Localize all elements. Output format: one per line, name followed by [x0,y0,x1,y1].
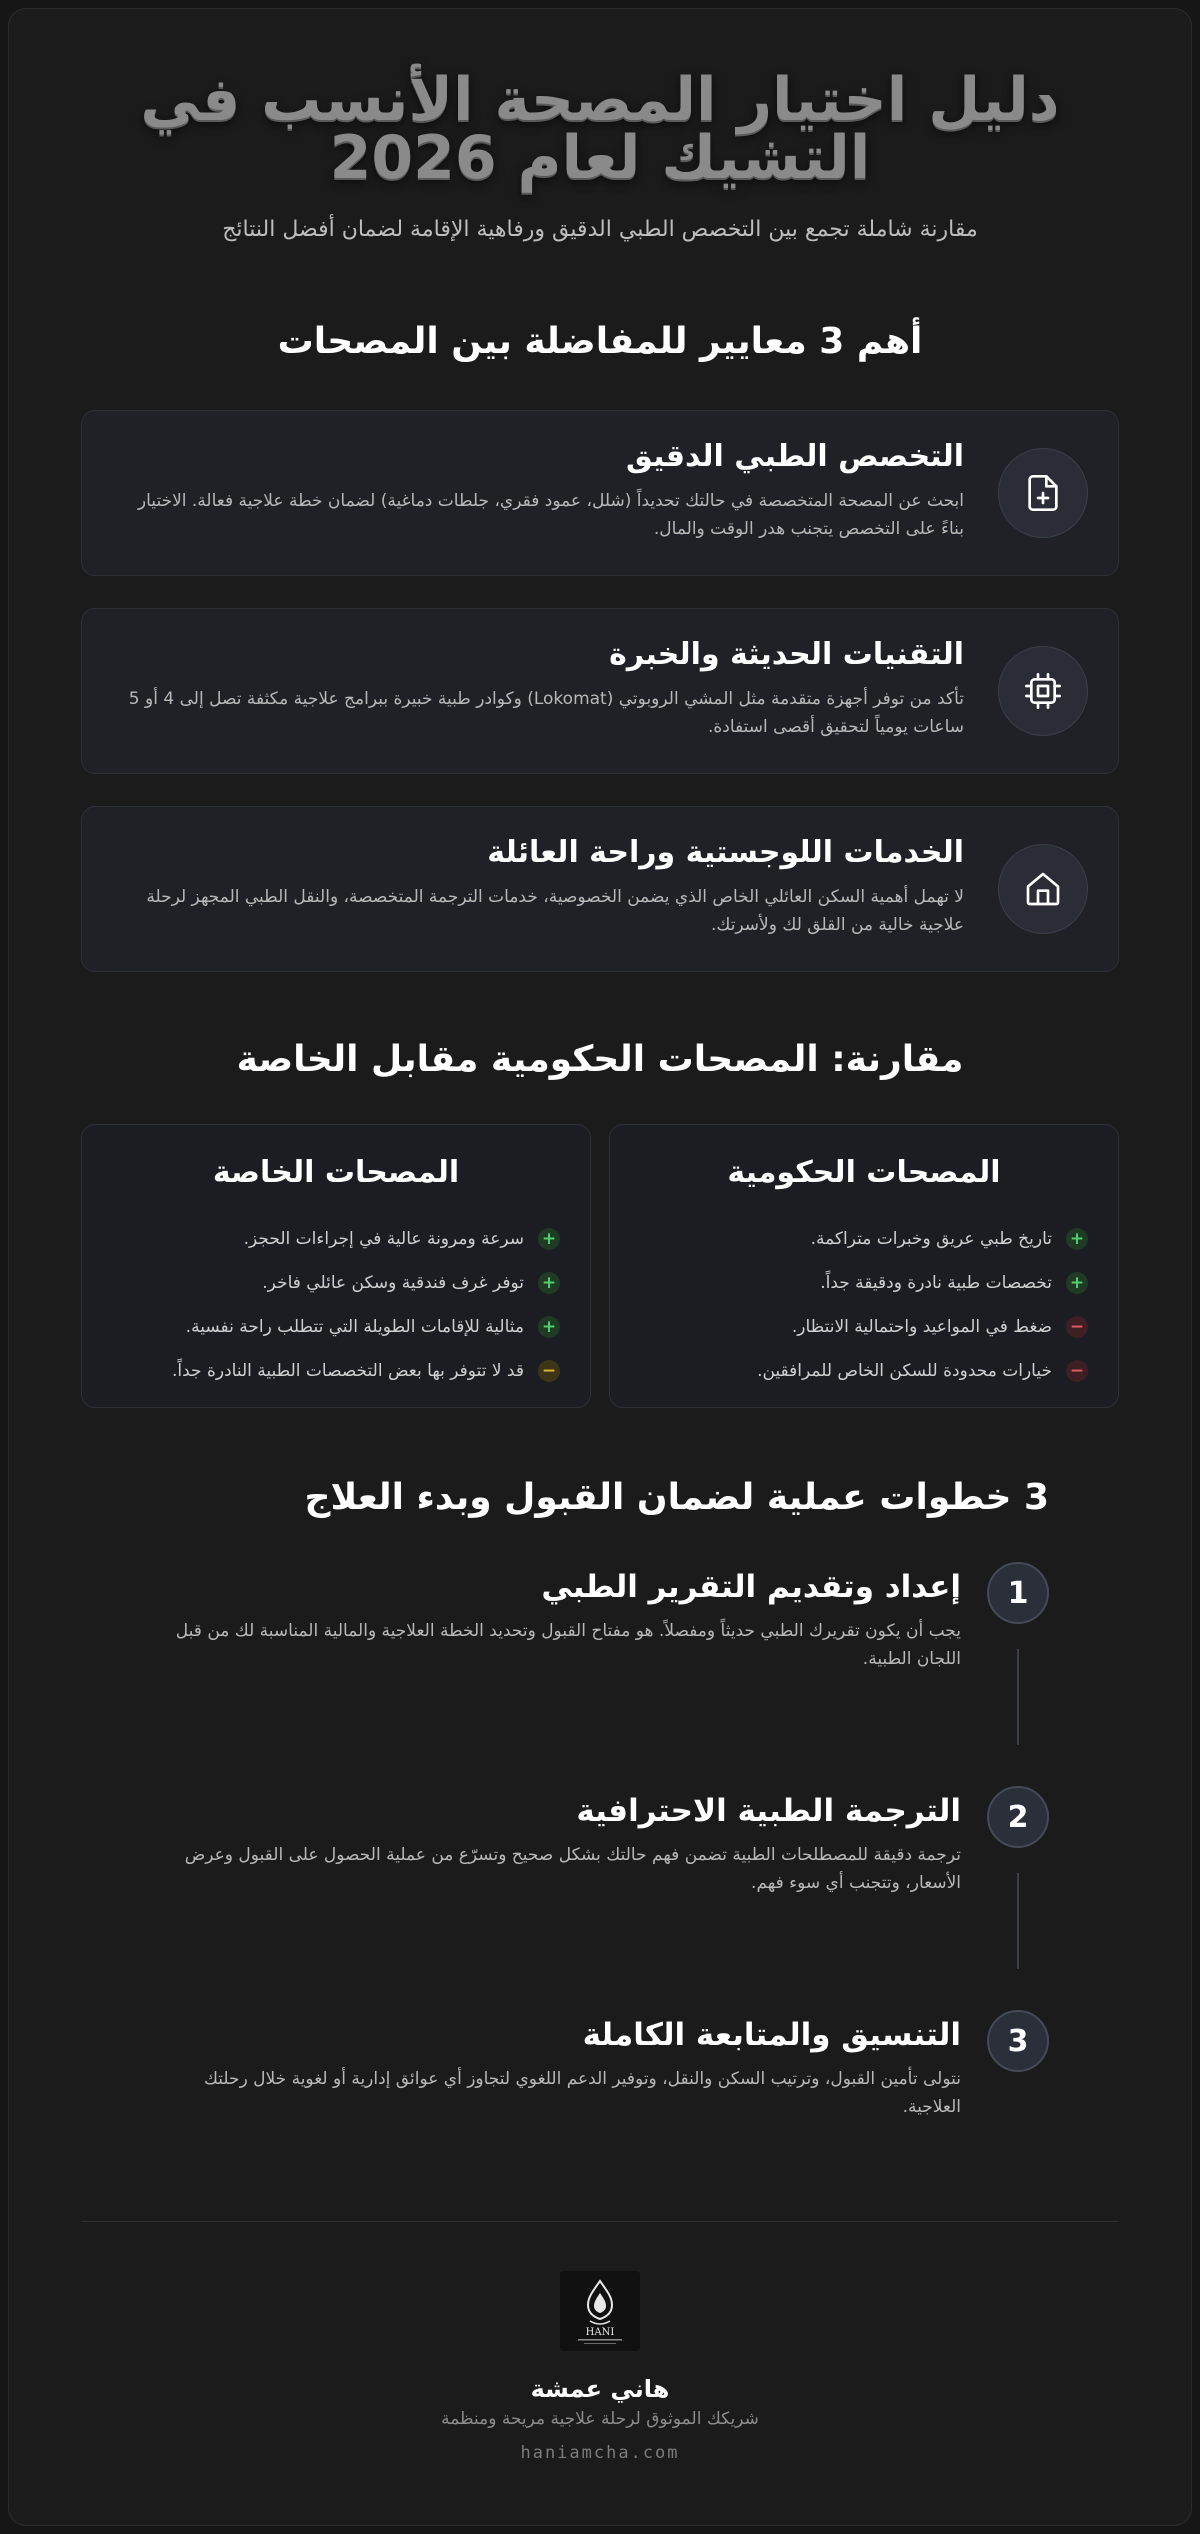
comparison-point: + توفر غرف فندقية وسكن عائلي فاخر. [102,1261,560,1305]
footer-brand-name: هاني عمشة [530,2375,670,2403]
plus-icon: + [538,1316,560,1338]
minus-icon: − [1066,1316,1088,1338]
steps-section-title: 3 خطوات عملية لضمان القبول وبدء العلاج [304,1477,1049,1518]
step-connector [1017,1649,1019,1745]
step-description: نتولى تأمين القبول، وترتيب السكن والنقل، وتوفير الدعم اللغوي لتجاوز أي عوائق إدارية أو لغوية خلال رحلتك العلاجية. [203,2069,961,2117]
government-title: المصحات الحكومية [727,1155,1001,1190]
brand-logo [560,2271,640,2351]
private-title: المصحات الخاصة [212,1155,460,1190]
criteria-card-description: تأكد من توفر أجهزة متقدمة مثل المشي الروبوتي (Lokomat) وكوادر طبية خبيرة ببرامج علاجية مكثفة تصل إلى 4 أو 5 ساعات يومياً لتحقيق أقصى استفادة. [128,689,964,737]
comparison-point: − ضغط في المواعيد واحتمالية الانتظار. [630,1305,1088,1349]
criteria-card-description: ابحث عن المصحة المتخصصة في حالتك تحديداً (شلل، عمود فقري، جلطات دماغية) لضمان خطة علاجية فعالة. الاختيار بناءً على التخصص يتجنب هدر الوقت والمال. [137,491,964,539]
step-title: إعداد وتقديم التقرير الطبي [541,1569,961,1605]
comparison-point: − خيارات محدودة للسكن الخاص للمرافقين. [630,1349,1088,1393]
footer-website-link[interactable]: haniamcha.com [520,2443,680,2463]
criteria-card-title: التقنيات الحديثة والخبرة [609,637,964,672]
plus-icon: + [538,1228,560,1250]
step-description: يجب أن يكون تقريرك الطبي حديثاً ومفصلاً. هو مفتاح القبول وتحديد الخطة العلاجية والمالية المناسبة لك من قبل اللجان الطبية. [175,1621,961,1669]
comparison-point: − قد لا تتوفر بها بعض التخصصات الطبية النادرة جداً. [102,1349,560,1393]
neutral-minus-icon: − [538,1360,560,1382]
criteria-card-logistics [81,806,1119,972]
criteria-card-specialization [81,410,1119,576]
private-comparison-box [81,1124,591,1408]
comparison-point: + تخصصات طبية نادرة ودقيقة جداً. [630,1261,1088,1305]
page-frame [8,8,1192,2526]
comparison-section-title: مقارنة: المصحات الحكومية مقابل الخاصة [236,1039,964,1080]
footer-divider [81,2221,1119,2222]
logo-wordmark: HANI [585,2327,615,2338]
cpu-chip-icon [998,646,1088,736]
step-number: 3 [987,2010,1049,2072]
page-subtitle: مقارنة شاملة تجمع بين التخصص الطبي الدقيق ورفاهية الإقامة لضمان أفضل النتائج [222,217,978,242]
criteria-card-title: الخدمات اللوجستية وراحة العائلة [487,835,964,870]
private-points [102,1217,560,1393]
comparison-point: + سرعة ومرونة عالية في إجراءات الحجز. [102,1217,560,1261]
government-comparison-box [609,1124,1119,1408]
step-title: الترجمة الطبية الاحترافية [576,1793,961,1829]
step-number: 2 [987,1786,1049,1848]
file-plus-icon [998,448,1088,538]
criteria-card-description: لا تهمل أهمية السكن العائلي الخاص الذي يضمن الخصوصية، خدمات الترجمة المتخصصة، والنقل الطبي المجهز لرحلة علاجية خالية من القلق لك ولأسرتك. [146,887,964,935]
footer-tagline: شريكك الموثوق لرحلة علاجية مريحة ومنظمة [441,2409,759,2429]
step-title: التنسيق والمتابعة الكاملة [582,2017,961,2053]
minus-icon: − [1066,1360,1088,1382]
page-title: دليل اختيار المصحة الأنسب في التشيك لعام 2026 [140,65,1060,193]
criteria-section-title: أهم 3 معايير للمفاضلة بين المصحات [277,321,923,362]
step-number: 1 [987,1562,1049,1624]
criteria-card-title: التخصص الطبي الدقيق [626,439,964,474]
plus-icon: + [1066,1228,1088,1250]
home-icon [998,844,1088,934]
criteria-card-technology [81,608,1119,774]
government-points [630,1217,1088,1393]
step-connector [1017,1873,1019,1969]
step-description: ترجمة دقيقة للمصطلحات الطبية تضمن فهم حالتك بشكل صحيح وتسرّع من عملية الحصول على القبول وعرض الأسعار، وتتجنب أي سوء فهم. [184,1845,961,1893]
comparison-point: + مثالية للإقامات الطويلة التي تتطلب راحة نفسية. [102,1305,560,1349]
comparison-point: + تاريخ طبي عريق وخبرات متراكمة. [630,1217,1088,1261]
plus-icon: + [1066,1272,1088,1294]
plus-icon: + [538,1272,560,1294]
